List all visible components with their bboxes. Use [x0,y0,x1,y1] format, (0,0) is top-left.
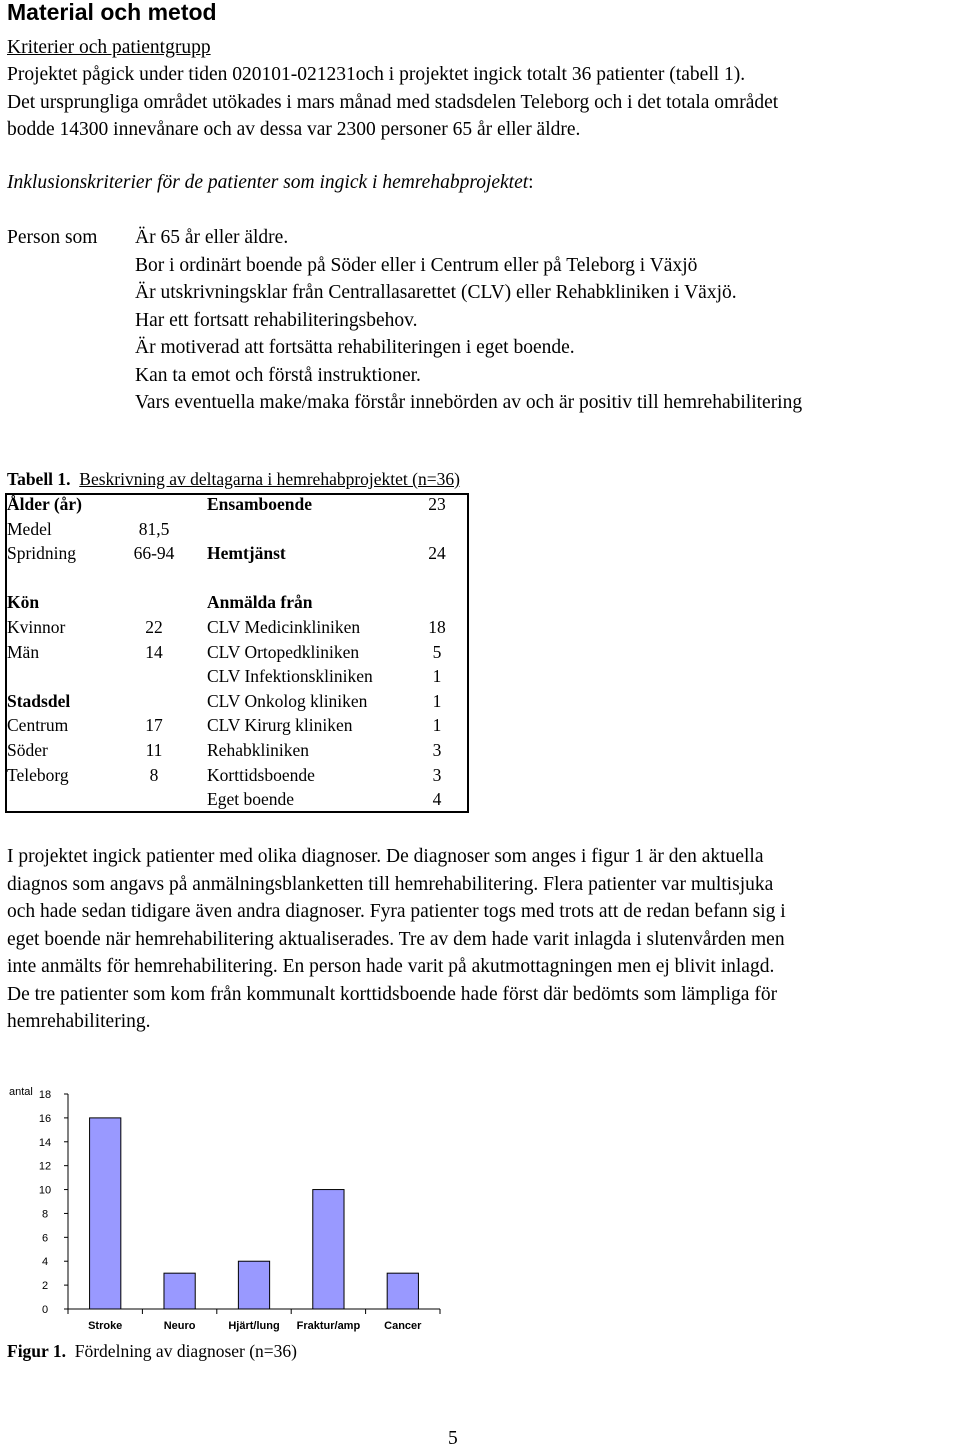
bar-hj-rt-lung [238,1261,269,1309]
y-tick-label: 14 [38,1136,52,1149]
table-cell-label: Medel [7,518,52,539]
criteria-item: Vars eventuella make/maka förstår innebörden av och är positiv till hemrehabilitering [135,392,803,413]
table-cell-value: 81,5 [138,518,170,539]
body-paragraph [7,843,786,1036]
table-cell-value: 14 [145,641,163,662]
table-cell-label: Söder [7,740,48,760]
y-tick-label: 16 [38,1112,52,1125]
table-cell-label: CLV Medicinkliniken [207,617,361,637]
inclusion-title-colon: : [528,172,534,193]
table-cell-label: Centrum [7,715,69,736]
table-cell-value: 18 [428,617,446,637]
y-tick-label: 12 [38,1160,52,1173]
table-cell-value: 11 [145,740,163,760]
intro-line: Projektet pågick under tiden 020101-021231och i projektet ingick totalt 36 patienter (tabell 1). [7,64,746,85]
criteria-item: Har ett fortsatt rehabiliteringsbehov. [135,309,418,331]
table-cell-label: Anmälda från [207,592,313,613]
table-cell-label: Ålder (år) [7,494,82,514]
criteria-item: Är motiverad att fortsätta rehabiliteringen i eget boende. [135,337,575,358]
bar-cancer [387,1273,418,1309]
bar-stroke [90,1118,121,1309]
body-line: diagnos som angavs på anmälningsblanketten till hemrehabilitering. Flera patienter var multisjuka [7,873,774,895]
y-axis-label: antal [9,1086,33,1098]
table-cell-value: 22 [145,617,163,637]
x-tick-label: Cancer [384,1320,422,1332]
figure-caption-text: Fördelning av diagnoser (n=36) [74,1341,298,1361]
criteria-list [135,224,802,417]
figure-caption [7,1341,297,1362]
table-cell-value: 3 [432,764,442,785]
figure-caption-label: Figur 1. [7,1341,66,1361]
criteria-lead: Person som [7,227,98,248]
body-line: eget boende när hemrehabilitering aktualiserades. Tre av dem hade varit inlagda i slutenvården men [7,928,785,950]
table-cell-label: Kön [7,592,40,613]
x-tick-label: Hjärt/lung [228,1320,280,1332]
table-cell-label: Hemtjänst [207,543,286,564]
table-cell-value: 5 [432,641,442,662]
table-cell-value: 24 [428,543,446,564]
y-tick-label: 18 [38,1089,52,1101]
table-caption-label: Tabell 1. [7,469,71,489]
intro-paragraph [7,61,778,144]
y-tick-label: 4 [41,1256,49,1269]
table-cell-value: 4 [432,789,442,810]
table-caption [7,469,460,490]
diagnosis-bar-chart [0,1075,450,1345]
x-tick-label: Fraktur/amp [296,1320,361,1332]
inclusion-title-text: Inklusionskriterier för de patienter som ingick i hemrehabprojektet [7,172,529,193]
table-cell-label: Ensamboende [207,494,313,514]
table-cell-value: 1 [432,666,442,687]
y-tick-label: 2 [41,1280,49,1293]
table-cell-label: CLV Onkolog kliniken [207,690,368,711]
table-cell-value: 3 [432,740,442,760]
table-cell-label: Stadsdel [7,690,71,711]
x-tick-label: Stroke [88,1320,123,1332]
bar-fraktur-amp [313,1190,344,1309]
table-cell-label: Spridning [7,543,77,564]
table-cell-label: Teleborg [7,764,69,785]
table-cell-value: 1 [432,690,442,711]
criteria-item: Kan ta emot och förstå instruktioner. [135,364,421,386]
x-tick-label: Neuro [163,1320,196,1332]
table-cell-value: 1 [432,715,442,736]
subheading: Kriterier och patientgrupp [7,37,211,58]
table-cell-label: Män [7,641,40,662]
body-line: hemrehabilitering. [7,1011,151,1032]
bar-neuro [164,1273,195,1309]
table-caption-text: Beskrivning av deltagarna i hemrehabprojektet (n=36) [79,469,460,489]
table-cell-value: 23 [428,494,446,514]
criteria-item: Bor i ordinärt boende på Söder eller i Centrum eller på Teleborg i Växjö [135,254,698,276]
table-cell-label: Korttidsboende [207,764,315,785]
section-heading: Material och metod [7,0,217,25]
table-cell-label: Eget boende [207,789,294,810]
body-line: och hade sedan tidigare även andra diagnoser. Fyra patienter togs med trots att de redan befann sig i [7,901,786,922]
intro-line: Det ursprungliga området utökades i mars månad med stadsdelen Teleborg och i det totala området [7,91,779,113]
table-cell-value: 66-94 [133,543,175,564]
table-cell-label: Kvinnor [7,617,66,637]
page-number: 5 [448,1428,458,1449]
table-cell-value: 17 [145,715,163,736]
y-tick-label: 10 [38,1184,52,1197]
criteria-item: Är 65 år eller äldre. [135,227,289,248]
table-cell-label: CLV Infektionskliniken [207,666,373,687]
body-line: De tre patienter som kom från kommunalt korttidsboende hade först där bedömts som lämpliga för [7,983,778,1005]
criteria-item: Är utskrivningsklar från Centrallasarettet (CLV) eller Rehabkliniken i Växjö. [135,282,737,303]
body-line: inte anmälts för hemrehabilitering. En person hade varit på akutmottagningen men ej blivit inlagd. [7,956,775,977]
y-tick-label: 6 [41,1232,49,1245]
table-cell-label: CLV Kirurg kliniken [207,715,353,736]
y-tick-label: 0 [41,1304,49,1316]
table-cell-label: CLV Ortopedkliniken [207,641,360,662]
body-line: I projektet ingick patienter med olika diagnoser. De diagnoser som anges i figur 1 är den aktuella [7,846,764,867]
table-cell-value: 8 [149,764,159,785]
intro-line: bodde 14300 innevånare och av dessa var 2300 personer 65 år eller äldre. [7,119,581,140]
inclusion-title [7,169,534,197]
table-cell-label: Rehabkliniken [207,740,310,760]
y-tick-label: 8 [41,1208,49,1221]
